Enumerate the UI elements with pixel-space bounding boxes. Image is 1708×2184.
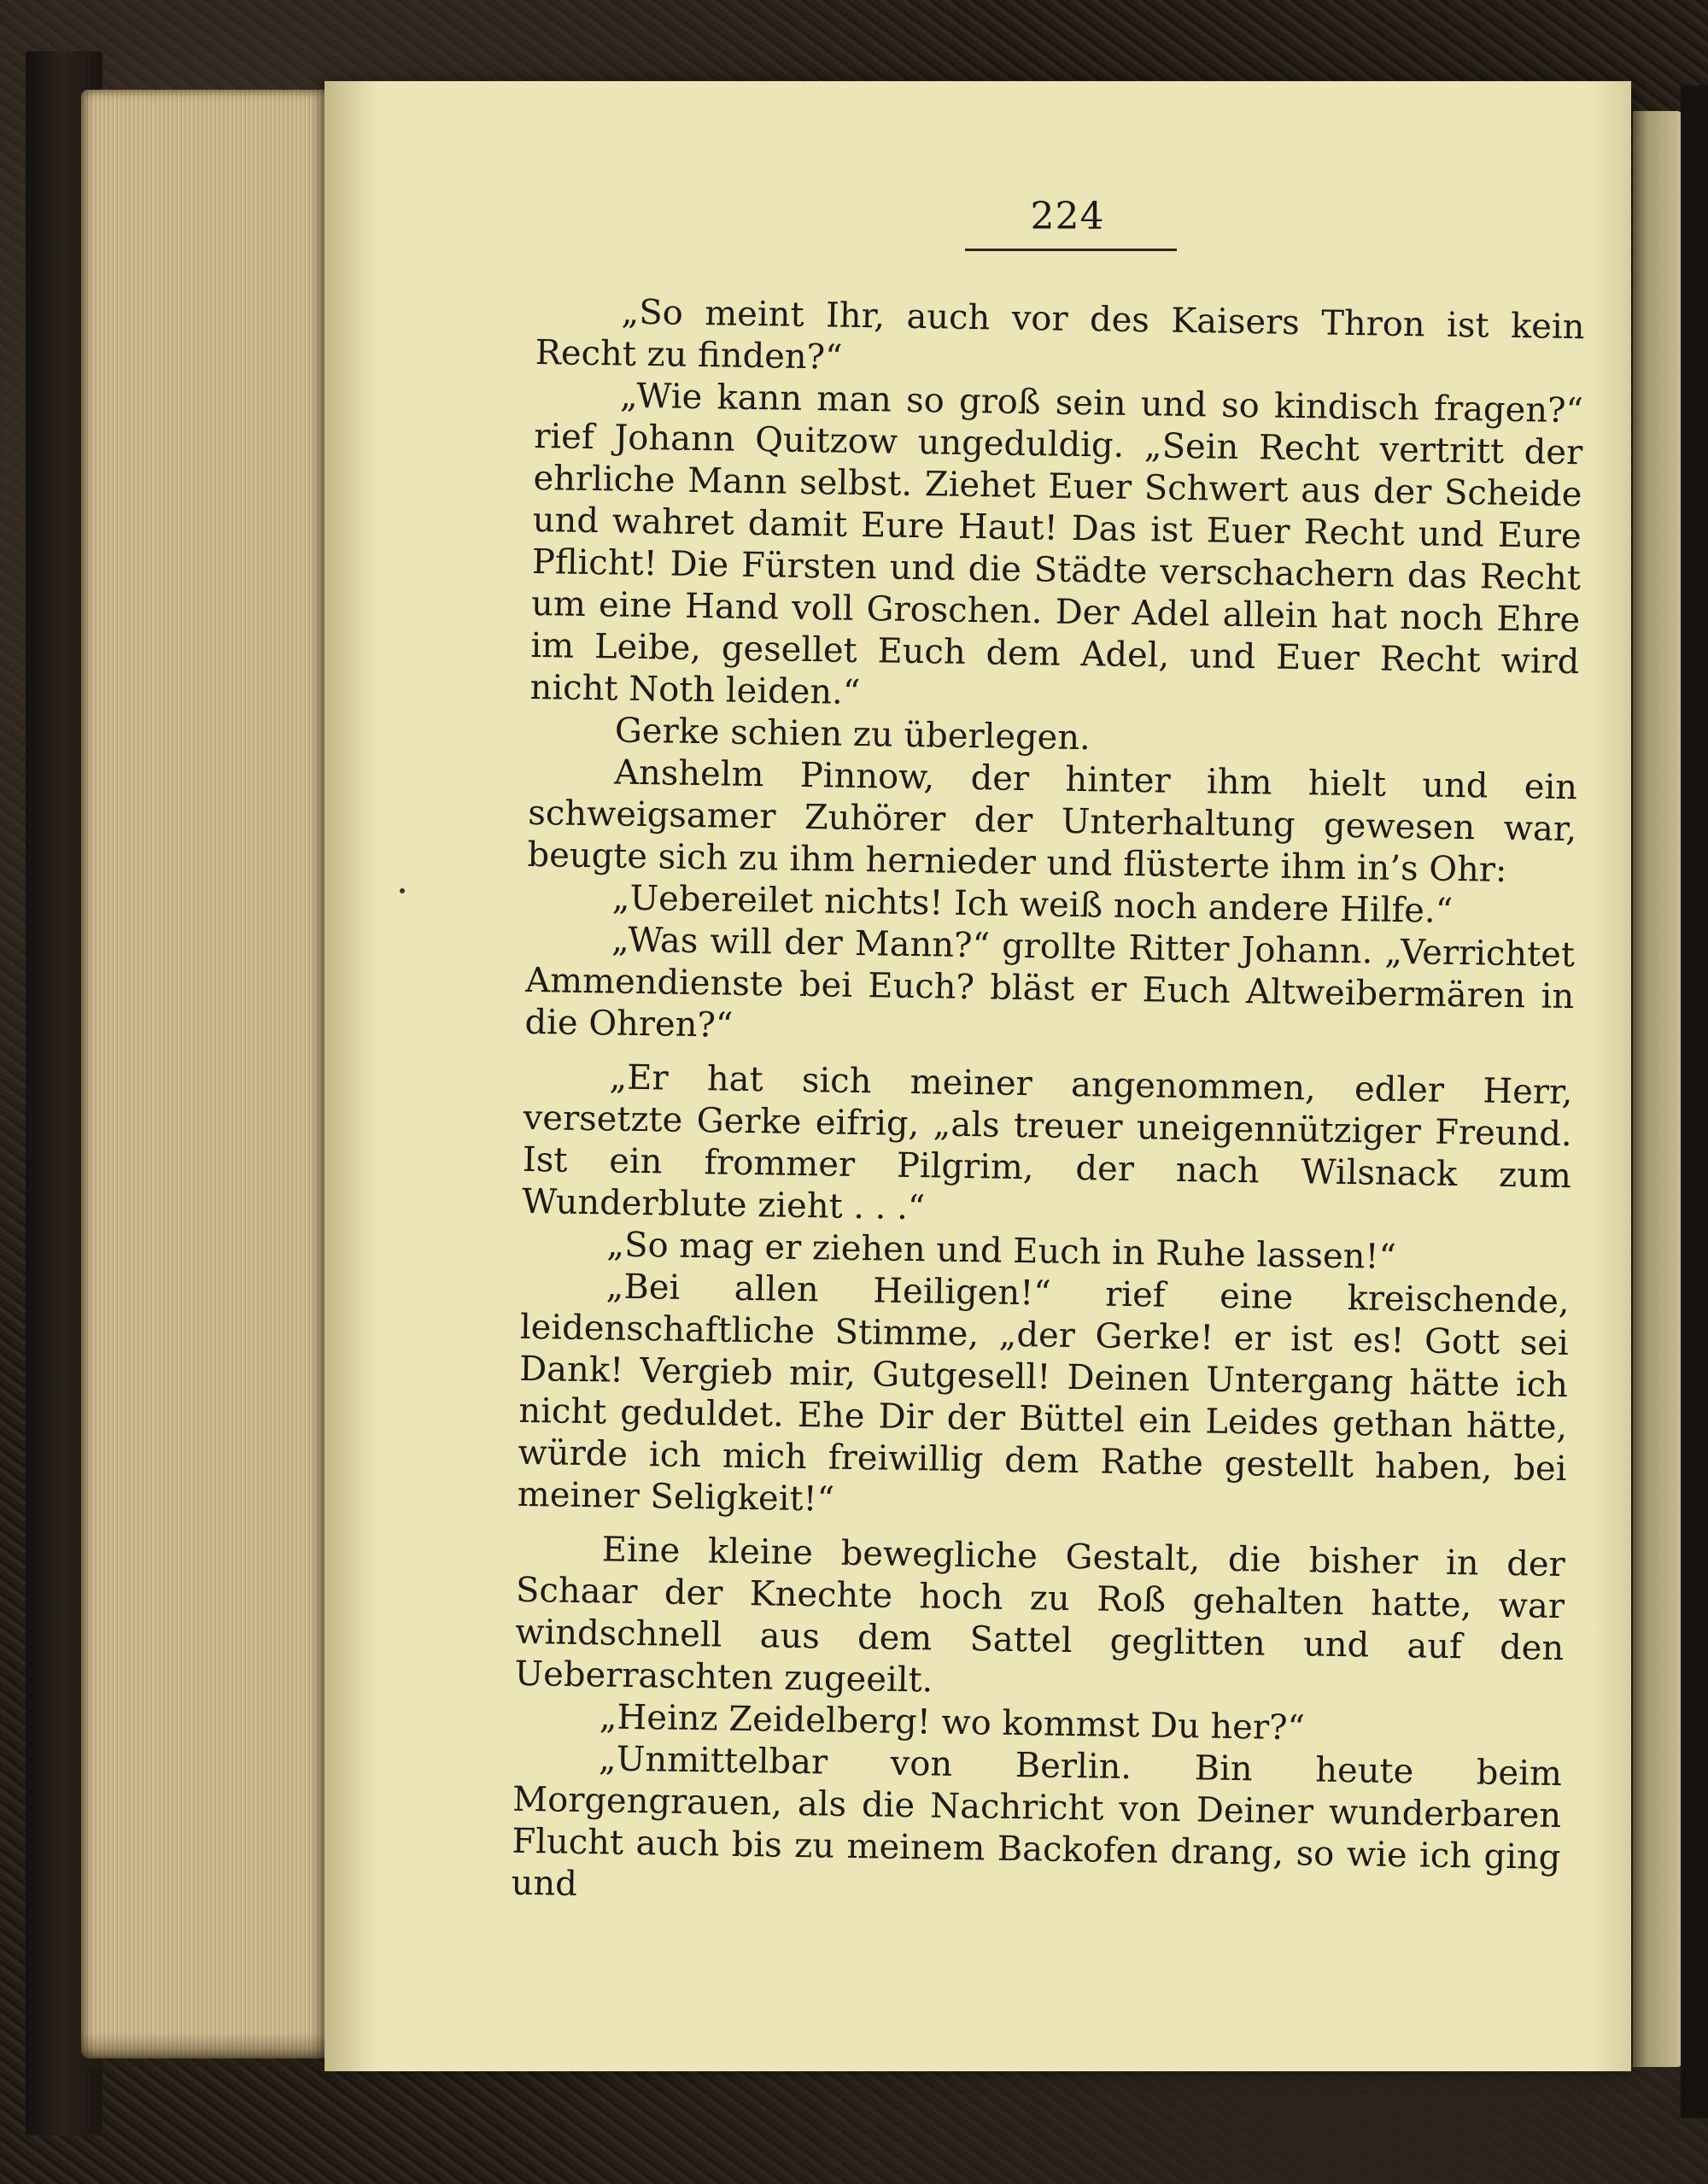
paragraph: „Er hat sich meiner angenommen, edler Herr, versetzte Gerke eifrig, „als treuer uneigennütziger Freund. Ist ein frommer Pilgrim, der nach Wilsnack zum Wunderblute zieht . . .“ (521, 1057, 1573, 1228)
paragraph: „So mag er ziehen und Euch in Ruhe lassen!“ (606, 1225, 1397, 1277)
ink-speck (400, 888, 405, 893)
page-number-rule (965, 249, 1177, 251)
paragraph: „Wie kann man so groß sein und so kindisch fragen?“ rief Johann Quitzow ungeduldig. „Sein Recht vertritt der ehrliche Mann selbst. Ziehet Euer Schwert aus der Scheide und wahret damit Eure Haut! Das ist Euer Recht und Eure Pflicht! Die Fürsten und die Städte verschachern das Recht um eine Hand voll Groschen. Der Adel allein hat noch Ehre im Leibe, gesellet Euch dem Adel, und Euer Recht wird nicht Noth leiden.“ (529, 376, 1584, 713)
page-number: 224 (1030, 195, 1105, 238)
paragraph: Anshelm Pinnow, der hinter ihm hielt und ein schweigsamer Zuhörer der Unterhaltung gewesen war, beugte sich zu ihm hernieder und flüsterte ihm in’s Ohr: (527, 752, 1578, 890)
paragraph: „Heinz Zeidelberg! wo kommst Du her?“ (599, 1697, 1306, 1748)
paragraph: „Unmittelbar von Berlin. Bin heute beim Morgengrauen, als die Nachricht von Deiner wunderbaren Flucht auch bis zu meinem Backofen drang, so wie ich ging und (511, 1739, 1563, 1904)
paragraph: „Bei allen Heiligen!“ rief eine kreischende, leidenschaftliche Stimme, „der Gerke! er ist es! Gott sei Dank! Vergieb mir, Gutgesell! Deinen Untergang hätte ich nicht geduldet. Ehe Dir der Büttel ein Leides gethan hätte, würde ich mich freiwillig dem Rathe gestellt haben, bei meiner Seligkeit!“ (517, 1267, 1570, 1519)
page-stack-edge (81, 90, 329, 2058)
book-cover-right (1681, 85, 1708, 2118)
paragraph: Eine kleine bewegliche Gestalt, die bisher in der Schaar der Knechte hoch zu Roß gehalten hatte, war windschnell aus dem Sattel geglitten und auf den Ueberraschten zugeeilt. (514, 1530, 1566, 1701)
paragraph: „Was will der Mann?“ grollte Ritter Johann. „Verrichtet Ammendienste bei Euch? bläst er Euch Altweibermären in die Ohren?“ (524, 920, 1576, 1045)
body-text (511, 290, 1585, 1921)
facing-page-edge (1633, 111, 1682, 2067)
paragraph: „Uebereilet nichts! Ich weiß noch andere Hilfe.“ (611, 878, 1454, 931)
paragraph: Gerke schien zu überlegen. (614, 711, 1091, 758)
paragraph: „So meint Ihr, auch vor des Kaisers Thron ist kein Recht zu finden?“ (535, 292, 1585, 378)
page-stack-shadow (81, 2033, 337, 2067)
